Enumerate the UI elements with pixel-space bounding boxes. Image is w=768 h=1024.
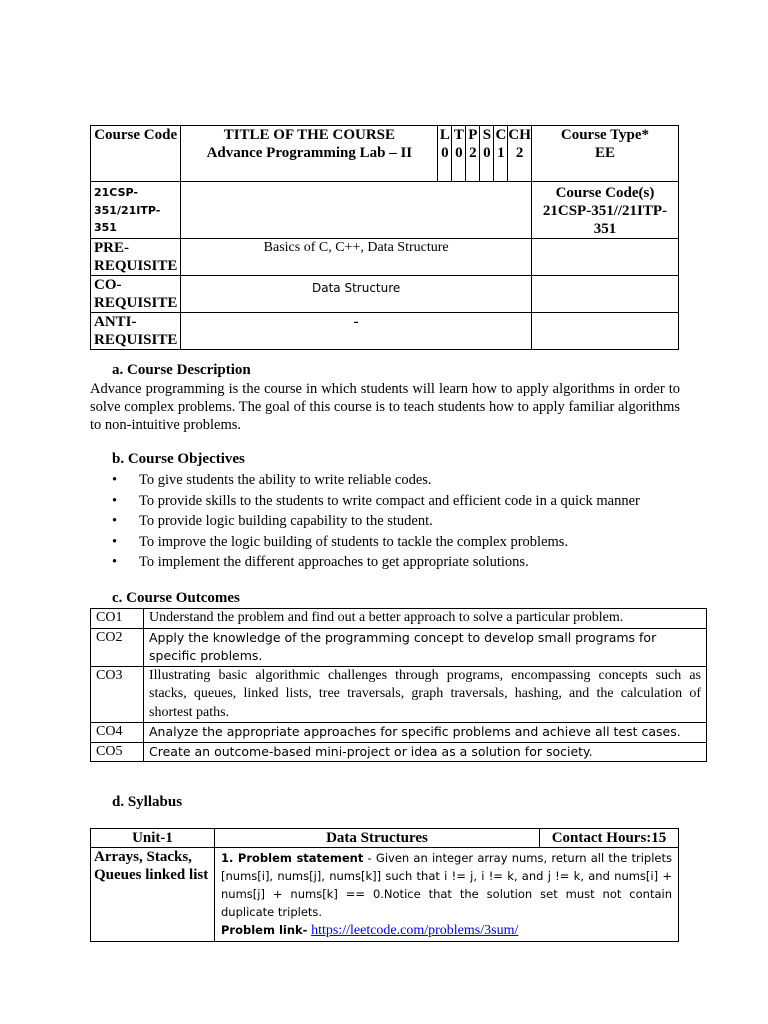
problem-link[interactable]: https://leetcode.com/problems/3sum/ bbox=[311, 923, 519, 938]
objective-item: • To provide skills to the students to write compact and efficient code in a quick manner bbox=[112, 491, 640, 512]
ltpsc-value: 1 bbox=[497, 145, 505, 161]
course-type-value: EE bbox=[594, 145, 615, 161]
empty-cell bbox=[531, 313, 678, 350]
problem-cell bbox=[215, 848, 679, 942]
ltpsc-value: 0 bbox=[441, 145, 449, 161]
unit-title: Data Structures bbox=[215, 829, 540, 848]
objective-item: • To improve the logic building of students to tackle the complex problems. bbox=[112, 532, 640, 553]
course-title-value: Advance Programming Lab – II bbox=[206, 145, 413, 161]
ltpsc-value: 2 bbox=[469, 145, 477, 161]
syllabus-table bbox=[90, 828, 679, 942]
antireq-value: - bbox=[181, 313, 532, 350]
description-text: Advance programming is the course in which students will learn how to apply algorithms in order to solve complex problems. The goal of this course is to teach students how to apply familiar algorithms to non-intuitive problems. bbox=[90, 381, 680, 433]
unit-label: Unit-1 bbox=[91, 829, 215, 848]
empty-cell bbox=[531, 276, 678, 313]
empty-cell bbox=[531, 239, 678, 276]
co-text: Understand the problem and find out a better approach to solve a particular problem. bbox=[144, 609, 707, 629]
course-title-label: TITLE OF THE COURSE bbox=[223, 127, 396, 143]
ltpsc-value: 2 bbox=[515, 145, 524, 161]
ltpsc-label: S bbox=[482, 127, 492, 143]
antireq-label: ANTI-REQUISITE bbox=[91, 313, 181, 350]
co-text: Apply the knowledge of the programming concept to develop small programs for specific problems. bbox=[144, 628, 707, 666]
syllabus-heading: d. Syllabus bbox=[112, 794, 183, 810]
ltpsc-ch bbox=[508, 126, 532, 182]
objective-item: • To give students the ability to write reliable codes. bbox=[112, 470, 640, 491]
ltpsc-label: P bbox=[468, 127, 478, 143]
ltpsc-value: 0 bbox=[483, 145, 491, 161]
ltpsc-label: L bbox=[439, 127, 450, 143]
ltpsc-c bbox=[494, 126, 508, 182]
table-row bbox=[91, 723, 707, 743]
co-code: CO1 bbox=[91, 609, 144, 629]
course-codes-cell bbox=[531, 182, 678, 239]
ltpsc-p bbox=[466, 126, 480, 182]
co-text: Illustrating basic algorithmic challenges through programs, encompassing concepts such as stacks, queues, linked lists, tree traversals, graph traversals, hashing, and the calculation of shortest paths. bbox=[144, 666, 707, 723]
table-row bbox=[91, 666, 707, 723]
course-header-table bbox=[90, 125, 679, 350]
ltpsc-t bbox=[452, 126, 466, 182]
co-code: CO2 bbox=[91, 628, 144, 666]
prereq-label: PRE-REQUISITE bbox=[91, 239, 181, 276]
objectives-list bbox=[112, 470, 640, 573]
co-text: Analyze the appropriate approaches for specific problems and achieve all test cases. bbox=[144, 723, 707, 743]
course-title-cell bbox=[181, 126, 438, 182]
table-row bbox=[91, 742, 707, 762]
objective-item: • To provide logic building capability to the student. bbox=[112, 511, 640, 532]
description-heading: a. Course Description bbox=[112, 362, 251, 378]
course-type-label: Course Type* bbox=[560, 127, 650, 143]
outcomes-heading: c. Course Outcomes bbox=[112, 590, 240, 606]
table-row bbox=[91, 628, 707, 666]
co-text: Create an outcome-based mini-project or idea as a solution for society. bbox=[144, 742, 707, 762]
ltpsc-l bbox=[438, 126, 452, 182]
co-code: CO4 bbox=[91, 723, 144, 743]
course-code-value: 21CSP-351/21ITP-351 bbox=[91, 182, 181, 239]
course-code-label: Course Code bbox=[91, 126, 181, 182]
co-code: CO5 bbox=[91, 742, 144, 762]
problem-text: - Given an integer array nums, return all the triplets [nums[i], nums[j], nums[k]] such that i != j, i != k, and j != k, and nums[i] + nums[j] + nums[k] == 0.Notice that the solution set must not contain duplicate triplets. bbox=[221, 851, 672, 919]
contact-hours: Contact Hours:15 bbox=[540, 829, 679, 848]
prereq-value: Basics of C, C++, Data Structure bbox=[181, 239, 532, 276]
ltpsc-s bbox=[480, 126, 494, 182]
problem-link-label: Problem link- bbox=[221, 923, 308, 937]
ltpsc-value: 0 bbox=[455, 145, 463, 161]
course-codes-value: 21CSP-351//21ITP-351 bbox=[542, 203, 668, 237]
co-code: CO3 bbox=[91, 666, 144, 723]
ltpsc-label: C bbox=[495, 127, 507, 143]
course-type-cell bbox=[531, 126, 678, 182]
outcomes-table bbox=[90, 608, 707, 762]
table-row bbox=[91, 609, 707, 629]
ltpsc-label: T bbox=[453, 127, 464, 143]
problem-label: 1. Problem statement bbox=[221, 851, 364, 865]
coreq-value: Data Structure bbox=[181, 276, 532, 313]
objectives-heading: b. Course Objectives bbox=[112, 451, 245, 467]
coreq-label: CO-REQUISITE bbox=[91, 276, 181, 313]
course-codes-label: Course Code(s) bbox=[555, 185, 655, 201]
unit-topic: Arrays, Stacks, Queues linked list bbox=[91, 848, 215, 942]
objective-item: • To implement the different approaches to get appropriate solutions. bbox=[112, 552, 640, 573]
empty-cell bbox=[181, 182, 532, 239]
ltpsc-label: CH bbox=[508, 127, 531, 143]
